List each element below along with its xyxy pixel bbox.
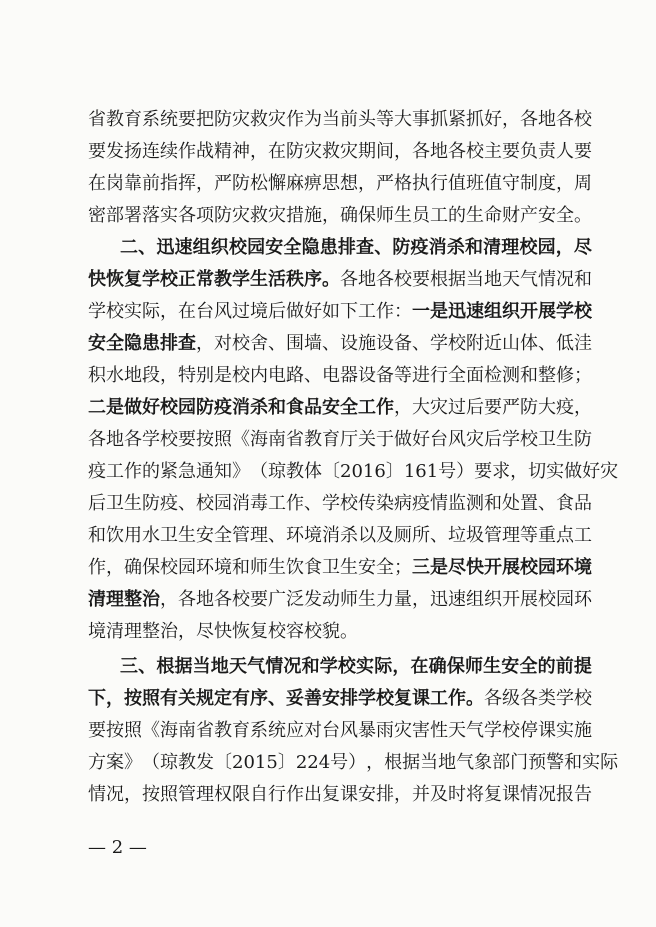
text-line: 省 教 育 系 统 要 把 防 灾 救 灾 作 为 当 前 头 等 大 事 抓 紧 抓 好 ， 各 地 各 校 [88, 109, 592, 130]
text-line: 境 清 理 整 治 ， 尽 快 恢 复 校 容 校 貌 。 [88, 621, 358, 642]
text-line: 二 是 做 好 校 园 防 疫 消 杀 和 食 品 安 全 工 作 ， 大 灾 过 后 要 严 防 大 疫 ， [88, 397, 592, 418]
text-line: 疫 工 作 的 紧 急 通 知 》 （ 琼 教 体 〔 2 0 1 6 〕 1 6 1 号 ） 要 求 ， 切 实 做 好 灾 [88, 461, 619, 482]
text-line: 二 、 迅 速 组 织 校 园 安 全 隐 患 排 查 、 防 疫 消 杀 和 清 理 校 园 ， 尽 [120, 237, 592, 258]
text-line: 要 发 扬 连 续 作 战 精 神 ， 在 防 灾 救 灾 期 间 ， 各 地 各 校 主 要 负 责 人 要 [88, 141, 592, 162]
body-text [88, 104, 619, 811]
text-line: 后 卫 生 防 疫 、 校 园 消 毒 工 作 、 学 校 传 染 病 疫 情 监 测 和 处 置 、 食 品 [88, 493, 592, 514]
text-line: 各 地 各 学 校 要 按 照 《 海 南 省 教 育 厅 关 于 做 好 台 风 灾 后 学 校 卫 生 防 [88, 429, 592, 450]
text-line: 安 全 隐 患 排 查 ， 对 校 舍 、 围 墙 、 设 施 设 备 、 学 校 附 近 山 体 、 低 洼 [88, 333, 592, 354]
text-line: 快 恢 复 学 校 正 常 教 学 生 活 秩 序 。 各 地 各 校 要 根 据 当 地 天 气 情 况 和 [88, 269, 592, 290]
text-line: 要 按 照 《 海 南 省 教 育 系 统 应 对 台 风 暴 雨 灾 害 性 天 气 学 校 停 课 实 施 [88, 720, 592, 741]
text-line: 积 水 地 段 ， 特 别 是 校 内 电 路 、 电 器 设 备 等 进 行 全 面 检 测 和 整 修 ； [88, 365, 592, 386]
text-line: 清 理 整 治 ， 各 地 各 校 要 广 泛 发 动 师 生 力 量 ， 迅 速 组 织 开 展 校 园 环 [88, 589, 592, 610]
text-line: 密 部 署 落 实 各 项 防 灾 救 灾 措 施 ， 确 保 师 生 员 工 的 生 命 财 产 安 全 。 [88, 205, 592, 226]
text-line: 情 况 ， 按 照 管 理 权 限 自 行 作 出 复 课 安 排 ， 并 及 时 将 复 课 情 况 报 告 [88, 784, 592, 805]
text-line: 下 ， 按 照 有 关 规 定 有 序 、 妥 善 安 排 学 校 复 课 工 作 。 各 级 各 类 学 校 [88, 688, 592, 709]
text-line: 作 ， 确 保 校 园 环 境 和 师 生 饮 食 卫 生 安 全 ； 三 是 尽 快 开 展 校 园 环 境 [88, 557, 592, 578]
text-line: 学 校 实 际 ， 在 台 风 过 境 后 做 好 如 下 工 作 ： 一 是 迅 速 组 织 开 展 学 校 [88, 301, 592, 322]
text-line: 三 、 根 据 当 地 天 气 情 况 和 学 校 实 际 ， 在 确 保 师 生 安 全 的 前 提 [120, 656, 592, 677]
text-line: 在 岗 靠 前 指 挥 ， 严 防 松 懈 麻 痹 思 想 ， 严 格 执 行 值 班 值 守 制 度 ， 周 [88, 173, 592, 194]
text-line: 和 饮 用 水 卫 生 安 全 管 理 、 环 境 消 杀 以 及 厕 所 、 垃 圾 管 理 等 重 点 工 [88, 525, 592, 546]
page-number: — 2 — [88, 837, 147, 858]
text-line: 方 案 》 （ 琼 教 发 〔 2 0 1 5 〕 2 2 4 号 ） ， 根 据 当 地 气 象 部 门 预 警 和 实 际 [88, 752, 619, 773]
